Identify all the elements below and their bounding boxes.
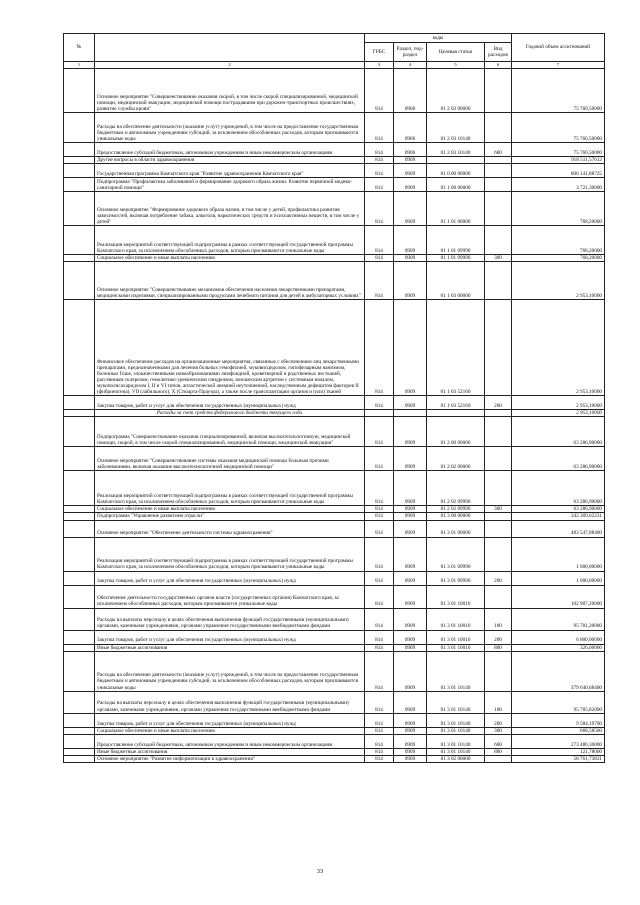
- row-grbs-cell: 814: [365, 506, 394, 513]
- row-section-cell: 0909: [394, 164, 427, 178]
- row-section-cell: 0906: [394, 113, 427, 143]
- row-section-cell: 0909: [394, 255, 427, 262]
- table-row: [64, 506, 605, 513]
- row-type-cell: [485, 513, 512, 520]
- row-name-cell: Иные бюджетные ассигнования: [95, 748, 365, 755]
- row-section-cell: 0909: [394, 651, 427, 691]
- row-grbs-cell: 814: [365, 713, 394, 727]
- row-grbs-cell: 814: [365, 537, 394, 571]
- row-section-cell: 0909: [394, 608, 427, 630]
- row-grbs-cell: 814: [365, 585, 394, 608]
- row-name-cell: Закупка товаров, работ и услуг для обеспечения государственных (муниципальных) нужд: [95, 396, 365, 410]
- row-name-cell: Закупка товаров, работ и услуг для обеспечения государственных (муниципальных) нужд: [95, 713, 365, 727]
- header-section: Раздел, под-раздел: [394, 43, 427, 62]
- table-row: [64, 471, 605, 506]
- row-target-cell: 01 3 01 10010: [427, 644, 485, 651]
- row-type-cell: 200: [485, 396, 512, 410]
- header-index: 3: [365, 62, 394, 69]
- row-type-cell: [485, 410, 512, 417]
- row-number-cell: [64, 113, 95, 143]
- row-grbs-cell: 814: [365, 734, 394, 748]
- row-grbs-cell: 814: [365, 691, 394, 713]
- row-section-cell: 0909: [394, 520, 427, 537]
- row-type-cell: [485, 178, 512, 192]
- row-section-cell: [394, 410, 427, 417]
- row-grbs-cell: 814: [365, 164, 394, 178]
- row-section-cell: 0909: [394, 192, 427, 226]
- row-number-cell: [64, 713, 95, 727]
- row-type-cell: [485, 755, 512, 762]
- table-row: [64, 396, 605, 410]
- row-number-cell: [64, 262, 95, 300]
- row-sum-cell: 95 785,82000: [512, 691, 605, 713]
- row-target-cell: 01 0 00 00000: [427, 164, 485, 178]
- header-index: 7: [512, 62, 605, 69]
- row-grbs-cell: 814: [365, 226, 394, 255]
- row-type-cell: 600: [485, 734, 512, 748]
- row-sum-cell: 768,20000: [512, 255, 605, 262]
- row-name-cell: Обеспечение деятельности государственных органов власти (государственных органов) Камчатского края, за исключением обособленных расходов, которым присваиваются уникальные коды: [95, 585, 365, 608]
- header-index: 6: [485, 62, 512, 69]
- row-number-cell: [64, 164, 95, 178]
- row-name-cell: Государственная программа Камчатского края "Развитие здравоохранения Камчатского края": [95, 164, 365, 178]
- row-name-cell: Закупка товаров, работ и услуг для обеспечения государственных (муниципальных) нужд: [95, 630, 365, 644]
- row-target-cell: 01 1 01 00000: [427, 192, 485, 226]
- row-target-cell: 01 3 01 10140: [427, 651, 485, 691]
- row-section-cell: 0909: [394, 734, 427, 748]
- row-sum-cell: 75 760,50000: [512, 69, 605, 113]
- row-number-cell: [64, 226, 95, 255]
- row-name-cell: Реализация мероприятий соответствующей подпрограммы в рамках соответствующей государственной программы Камчатского края, за исключением обособленных расходов, которым присваиваются уникальные коды: [95, 471, 365, 506]
- row-target-cell: 01 3 01 10010: [427, 608, 485, 630]
- row-sum-cell: 1 000,00000: [512, 537, 605, 571]
- row-number-cell: [64, 748, 95, 755]
- row-number-cell: [64, 520, 95, 537]
- row-number-cell: [64, 410, 95, 417]
- header-volume: Годовой объем ассигнований: [512, 34, 605, 62]
- row-section-cell: 0909: [394, 157, 427, 164]
- row-name-cell: Расходы на обеспечение деятельности (оказание услуг) учреждений, в том числе на предоставление государственным бюджетным и автономным учреждениям субсидий, за исключением обособленных расходов, которым присваиваются уникальные коды: [95, 651, 365, 691]
- row-type-cell: 200: [485, 713, 512, 727]
- row-sum-cell: 102 907,20000: [512, 585, 605, 608]
- table-row: [64, 226, 605, 255]
- row-section-cell: 0909: [394, 300, 427, 396]
- table-row: [64, 513, 605, 520]
- row-section-cell: 0909: [394, 471, 427, 506]
- row-target-cell: 01 1 01 09990: [427, 226, 485, 255]
- row-grbs-cell: 814: [365, 417, 394, 447]
- row-target-cell: 01 1 00 00000: [427, 178, 485, 192]
- table-row: [64, 69, 605, 113]
- row-type-cell: [485, 300, 512, 396]
- row-type-cell: 800: [485, 644, 512, 651]
- row-grbs-cell: 814: [365, 396, 394, 410]
- row-target-cell: 01 3 01 10010: [427, 585, 485, 608]
- table-row: [64, 262, 605, 300]
- row-type-cell: [485, 471, 512, 506]
- row-section-cell: 0909: [394, 630, 427, 644]
- row-grbs-cell: 814: [365, 262, 394, 300]
- row-section-cell: 0909: [394, 713, 427, 727]
- row-section-cell: 0909: [394, 262, 427, 300]
- row-grbs-cell: 814: [365, 748, 394, 755]
- table-row: [64, 748, 605, 755]
- row-grbs-cell: 814: [365, 571, 394, 585]
- row-type-cell: [485, 651, 512, 691]
- row-type-cell: [485, 447, 512, 471]
- row-type-cell: 600: [485, 143, 512, 157]
- row-target-cell: 01 2 00 00000: [427, 417, 485, 447]
- row-target-cell: 01 2 03 10140: [427, 113, 485, 143]
- row-type-cell: [485, 417, 512, 447]
- row-grbs-cell: 814: [365, 255, 394, 262]
- table-row: [64, 608, 605, 630]
- row-target-cell: 01 2 02 09990: [427, 506, 485, 513]
- row-sum-cell: 483 547,88400: [512, 520, 605, 537]
- row-grbs-cell: 814: [365, 300, 394, 396]
- row-name-cell: Иные бюджетные ассигнования: [95, 644, 365, 651]
- header-row-top: [64, 34, 605, 43]
- row-section-cell: 0909: [394, 644, 427, 651]
- row-grbs-cell: 814: [365, 755, 394, 762]
- row-name-cell: Финансовое обеспечение расходов на организационные мероприятия, связанные с обеспечением лиц лекарственными препаратами, предназначенными для лечения больных гемофилией, муковисцидозом, гипофизарным нанизмом, болезнью Гоше, злокачественными новообразованиями лимфоидной, кроветворной и родственных им тканей, рассеянным склерозом, гемолитико-уремическим синдромом, юношеским артритом с системным началом, мукополисахаридозом I, II и VI типов, апластической анемией неуточненной, наследственным дефицитом факторов II (фибриногена), VII (лабильного), X (Стюарта-Прауэра), а также после трансплантации органов и (или) тканей: [95, 300, 365, 396]
- row-grbs-cell: 814: [365, 513, 394, 520]
- table-row: [64, 178, 605, 192]
- row-sum-cell: 1 000,00000: [512, 571, 605, 585]
- table-row: [64, 255, 605, 262]
- row-sum-cell: 3 721,30000: [512, 178, 605, 192]
- row-number-cell: [64, 608, 95, 630]
- row-name-cell: Расходы на выплаты персоналу в целях обеспечения выполнения функций государственными (муниципальными) органами, казенными учреждениями, органами управления государственными внебюджетными фондами: [95, 608, 365, 630]
- table-row: [64, 644, 605, 651]
- table-row: [64, 520, 605, 537]
- row-grbs-cell: 814: [365, 630, 394, 644]
- table-row: [64, 713, 605, 727]
- row-section-cell: 0909: [394, 691, 427, 713]
- table-row: [64, 300, 605, 396]
- row-number-cell: [64, 157, 95, 164]
- row-section-cell: 0909: [394, 537, 427, 571]
- row-type-cell: 300: [485, 727, 512, 734]
- row-section-cell: 0909: [394, 585, 427, 608]
- row-target-cell: 01 3 01 10010: [427, 630, 485, 644]
- row-section-cell: 0909: [394, 748, 427, 755]
- row-number-cell: [64, 734, 95, 748]
- header-target: Целевая статья: [427, 43, 485, 62]
- row-grbs-cell: 814: [365, 644, 394, 651]
- row-sum-cell: 342 309,62231: [512, 513, 605, 520]
- row-type-cell: [485, 537, 512, 571]
- row-name-cell: Закупка товаров, работ и услуг для обеспечения государственных (муниципальных) нужд: [95, 571, 365, 585]
- row-type-cell: [485, 226, 512, 255]
- row-sum-cell: 326,00000: [512, 644, 605, 651]
- row-sum-cell: 768,20000: [512, 226, 605, 255]
- header-grbs: ГРБС: [365, 43, 394, 62]
- row-grbs-cell: 814: [365, 651, 394, 691]
- table-row: [64, 113, 605, 143]
- row-sum-cell: 2 953,10000: [512, 300, 605, 396]
- table-row: [64, 734, 605, 748]
- table-row: [64, 537, 605, 571]
- row-number-cell: [64, 755, 95, 762]
- row-grbs-cell: 814: [365, 157, 394, 164]
- row-grbs-cell: 814: [365, 178, 394, 192]
- row-sum-cell: 58 761,73831: [512, 755, 605, 762]
- row-sum-cell: 63 286,90000: [512, 471, 605, 506]
- row-name-cell: Основное мероприятие "Обеспечение деятельности системы здравоохранения": [95, 520, 365, 537]
- row-type-cell: [485, 157, 512, 164]
- row-number-cell: [64, 513, 95, 520]
- table-row: [64, 755, 605, 762]
- row-section-cell: 0906: [394, 69, 427, 113]
- row-name-cell: Расходы на обеспечение деятельности (оказание услуг) учреждений, в том числе на предоставление государственным бюджетным и автономным учреждениям субсидий, за исключением обособленных расходов, которым присваиваются уникальные коды: [95, 113, 365, 143]
- row-target-cell: 01 2 02 00000: [427, 447, 485, 471]
- table-row: [64, 651, 605, 691]
- row-section-cell: 0909: [394, 513, 427, 520]
- row-target-cell: 01 3 00 00000: [427, 513, 485, 520]
- row-name-cell: Социальное обеспечение и иные выплаты населению: [95, 506, 365, 513]
- header-type: Вид расходов: [485, 43, 512, 62]
- row-type-cell: [485, 69, 512, 113]
- row-target-cell: 01 3 02 00000: [427, 755, 485, 762]
- row-name-cell: Подпрограмма "Управление развитием отрасли": [95, 513, 365, 520]
- row-number-cell: [64, 571, 95, 585]
- row-sum-cell: 273 480,30000: [512, 734, 605, 748]
- row-number-cell: [64, 471, 95, 506]
- header-codes: коды: [365, 34, 512, 43]
- row-sum-cell: 63 286,90000: [512, 447, 605, 471]
- row-section-cell: 0909: [394, 755, 427, 762]
- table-row: [64, 192, 605, 226]
- row-name-cell: Реализация мероприятий соответствующей подпрограммы в рамках соответствующей государственной программы Камчатского края, за исключением обособленных расходов, которым присваиваются уникальные коды: [95, 226, 365, 255]
- row-section-cell: 0909: [394, 727, 427, 734]
- row-number-cell: [64, 651, 95, 691]
- row-section-cell: 0909: [394, 417, 427, 447]
- table-row: [64, 727, 605, 734]
- row-target-cell: 01 3 01 10140: [427, 748, 485, 755]
- row-grbs-cell: 814: [365, 520, 394, 537]
- row-sum-cell: 95 781,20000: [512, 608, 605, 630]
- row-number-cell: [64, 506, 95, 513]
- row-target-cell: [427, 157, 485, 164]
- row-name-cell: Социальное обеспечение и иные выплаты населению: [95, 727, 365, 734]
- page-number: 33: [316, 868, 324, 875]
- row-name-cell: Реализация мероприятий соответствующей подпрограммы в рамках соответствующей государственной программы Камчатского края, за исключением обособленных расходов, которым присваиваются уникальные коды: [95, 537, 365, 571]
- row-target-cell: 01 2 02 09990: [427, 471, 485, 506]
- row-sum-cell: 2 953,10000: [512, 262, 605, 300]
- row-type-cell: 100: [485, 608, 512, 630]
- row-target-cell: 01 2 03 00000: [427, 69, 485, 113]
- row-type-cell: [485, 585, 512, 608]
- header-index-row: [64, 62, 605, 69]
- row-grbs-cell: 814: [365, 608, 394, 630]
- table-row: [64, 143, 605, 157]
- table-row: [64, 691, 605, 713]
- row-sum-cell: 75 760,50000: [512, 143, 605, 157]
- row-target-cell: 01 1 03 52160: [427, 300, 485, 396]
- header-name: [95, 34, 365, 62]
- row-grbs-cell: 814: [365, 113, 394, 143]
- row-section-cell: 0909: [394, 396, 427, 410]
- row-number-cell: [64, 417, 95, 447]
- row-number-cell: [64, 192, 95, 226]
- row-type-cell: 200: [485, 571, 512, 585]
- row-target-cell: [427, 410, 485, 417]
- row-name-cell: Социальное обеспечение и иные выплаты населению: [95, 255, 365, 262]
- table-body: [64, 69, 605, 763]
- row-number-cell: [64, 178, 95, 192]
- row-type-cell: 200: [485, 630, 512, 644]
- row-number-cell: [64, 727, 95, 734]
- table-row: [64, 410, 605, 417]
- row-sum-cell: 668,58500: [512, 727, 605, 734]
- table-row: [64, 630, 605, 644]
- row-target-cell: 01 3 01 00000: [427, 520, 485, 537]
- row-name-cell: Предоставление субсидий бюджетным, автономным учреждениям и иным некоммерческим организациям: [95, 734, 365, 748]
- row-target-cell: 01 3 01 10140: [427, 713, 485, 727]
- row-type-cell: 800: [485, 748, 512, 755]
- header-index: 1: [64, 62, 95, 69]
- row-target-cell: 01 3 01 09990: [427, 571, 485, 585]
- row-section-cell: 0909: [394, 447, 427, 471]
- row-sum-cell: 379 640,68400: [512, 651, 605, 691]
- row-target-cell: 01 1 03 00000: [427, 262, 485, 300]
- row-sum-cell: 2 953,10000: [512, 396, 605, 410]
- row-target-cell: 01 3 01 10140: [427, 727, 485, 734]
- row-name-cell: Предоставление субсидий бюджетным, автономным учреждениям и иным некоммерческим организациям: [95, 143, 365, 157]
- table-row: [64, 571, 605, 585]
- row-grbs-cell: 814: [365, 192, 394, 226]
- row-name-cell: Другие вопросы в области здравоохранения: [95, 157, 365, 164]
- row-number-cell: [64, 300, 95, 396]
- row-type-cell: [485, 262, 512, 300]
- row-number-cell: [64, 537, 95, 571]
- row-grbs-cell: [365, 410, 394, 417]
- row-number-cell: [64, 255, 95, 262]
- row-grbs-cell: 814: [365, 143, 394, 157]
- table-row: [64, 157, 605, 164]
- row-target-cell: 01 3 01 09990: [427, 537, 485, 571]
- row-sum-cell: 768,20000: [512, 192, 605, 226]
- table-row: [64, 447, 605, 471]
- row-sum-cell: 918 511,57612: [512, 157, 605, 164]
- row-name-cell: Основное мероприятие "Формирование здорового образа жизни, в том числе у детей, профилактика развития зависимостей, включая потребление табака, алкоголя, наркотических средств и психоактивных веществ, в том числе у детей": [95, 192, 365, 226]
- row-sum-cell: 2 953,10000: [512, 410, 605, 417]
- budget-table: [63, 33, 605, 763]
- row-target-cell: 01 2 03 10140: [427, 143, 485, 157]
- row-section-cell: 0906: [394, 143, 427, 157]
- row-section-cell: 0909: [394, 178, 427, 192]
- row-sum-cell: 806 141,88725: [512, 164, 605, 178]
- row-target-cell: 01 1 01 09990: [427, 255, 485, 262]
- row-type-cell: 100: [485, 691, 512, 713]
- row-type-cell: 300: [485, 255, 512, 262]
- row-number-cell: [64, 143, 95, 157]
- row-type-cell: [485, 164, 512, 178]
- row-target-cell: 01 1 03 52160: [427, 396, 485, 410]
- row-target-cell: 01 3 01 10140: [427, 691, 485, 713]
- table-row: [64, 585, 605, 608]
- row-grbs-cell: 814: [365, 447, 394, 471]
- row-target-cell: 01 3 01 10140: [427, 734, 485, 748]
- header-index: 4: [394, 62, 427, 69]
- row-number-cell: [64, 69, 95, 113]
- row-sum-cell: 121,78000: [512, 748, 605, 755]
- row-number-cell: [64, 585, 95, 608]
- row-name-cell: Основное мероприятие "Совершенствование системы оказания медицинской помощи больным прочими заболеваниями, включая оказание высокотехнологичной медицинской помощи": [95, 447, 365, 471]
- row-section-cell: 0909: [394, 506, 427, 513]
- row-number-cell: [64, 644, 95, 651]
- header-no: №: [64, 34, 95, 62]
- row-type-cell: [485, 520, 512, 537]
- row-section-cell: 0909: [394, 226, 427, 255]
- row-name-cell: Подпрограмма "Профилактика заболеваний и формирование здорового образа жизни. Развитие первичной медико-санитарной помощи": [95, 178, 365, 192]
- row-section-cell: 0909: [394, 571, 427, 585]
- table-row: [64, 417, 605, 447]
- row-sum-cell: 9 584,19700: [512, 713, 605, 727]
- budget-document: [63, 33, 604, 763]
- row-sum-cell: 63 286,90000: [512, 506, 605, 513]
- row-number-cell: [64, 630, 95, 644]
- row-name-cell: Подпрограмма "Совершенствование оказания специализированной, включая высокотехнологичную, медицинской помощи, скорой, в том числе скорой специализированной, медицинской помощи, медицинской эвакуации": [95, 417, 365, 447]
- row-grbs-cell: 814: [365, 69, 394, 113]
- row-name-cell: Расходы на выплаты персоналу в целях обеспечения выполнения функций государственными (муниципальными) органами, казенными учреждениями, органами управления государственными внебюджетными фондами: [95, 691, 365, 713]
- row-sum-cell: 75 760,50000: [512, 113, 605, 143]
- row-number-cell: [64, 691, 95, 713]
- row-type-cell: [485, 113, 512, 143]
- row-name-cell: Основное мероприятие "Совершенствование оказания скорой, в том числе скорой специализированной, медицинской помощи, медицинской эвакуации, медицинской помощи пострадавшим при дорожно-транспортных происшествиях, развитие службы крови": [95, 69, 365, 113]
- row-grbs-cell: 814: [365, 727, 394, 734]
- row-type-cell: [485, 192, 512, 226]
- row-grbs-cell: 814: [365, 471, 394, 506]
- row-sum-cell: 63 286,90000: [512, 417, 605, 447]
- row-sum-cell: 6 800,00000: [512, 630, 605, 644]
- row-number-cell: [64, 396, 95, 410]
- row-type-cell: 300: [485, 506, 512, 513]
- header-index: 2: [95, 62, 365, 69]
- row-name-cell: Основное мероприятие "Развитие информатизации в здравоохранении": [95, 755, 365, 762]
- header-index: 5: [427, 62, 485, 69]
- row-name-cell: Основное мероприятие "Совершенствование механизмов обеспечения населения лекарственными препаратами, медицинскими изделиями, специализированными продуктами лечебного питания для детей в амбулаторных условиях": [95, 262, 365, 300]
- table-row: [64, 164, 605, 178]
- row-name-cell: Расходы за счет средств федерального бюджета текущего года: [95, 410, 365, 417]
- row-number-cell: [64, 447, 95, 471]
